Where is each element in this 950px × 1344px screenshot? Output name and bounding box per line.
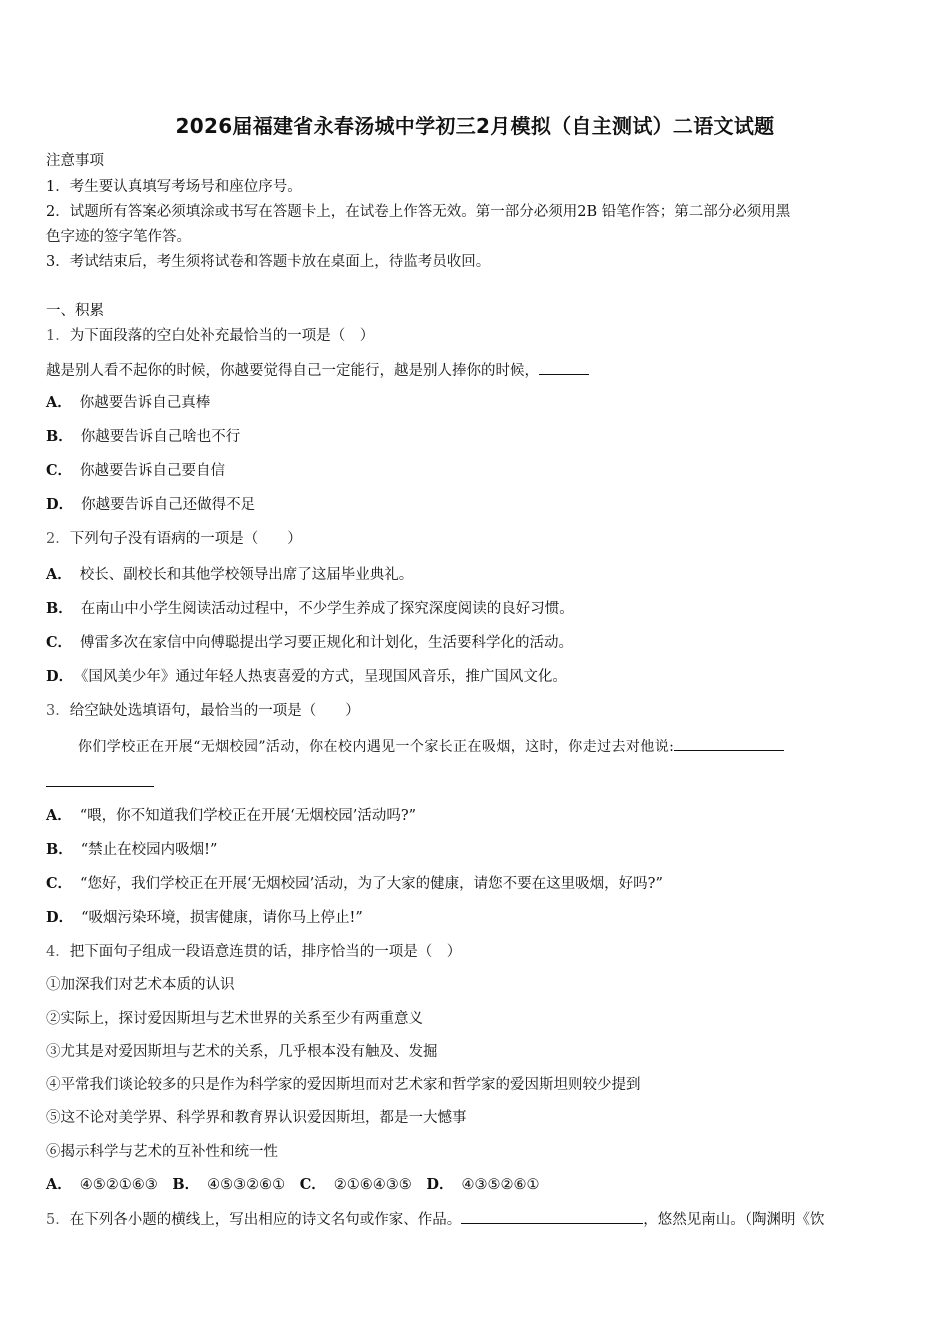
option-text: 你越要告诉自己要自信	[80, 463, 226, 479]
option-c	[46, 633, 573, 653]
option-text: ④③⑤②⑥①	[461, 1177, 540, 1193]
sentence-item: ⑤这不论对美学界、科学界和教育界认识爱因斯坦，都是一大憾事	[46, 1110, 467, 1126]
answer-blank	[674, 736, 784, 751]
sentence-item: ④平常我们谈论较多的只是作为科学家的爱因斯坦而对艺术家和哲学家的爱因斯坦则较少提到	[46, 1077, 641, 1093]
question-number: 2．	[46, 531, 70, 547]
option-letter: C．	[46, 634, 73, 651]
option-b	[46, 840, 217, 860]
option-text: “您好，我们学校正在开展‘无烟校园’活动，为了大家的健康，请您不要在这里吸烟，好吗?”	[80, 876, 663, 892]
question-number: 4．	[46, 944, 70, 960]
option-text: ④⑤③②⑥①	[207, 1177, 286, 1193]
question-1	[46, 326, 374, 346]
option-letter: C．	[46, 462, 73, 479]
option-text: 《国风美少年》通过年轻人热衷喜爱的方式，呈现国风音乐，推广国风文化。	[81, 669, 567, 685]
question-stem: 为下面段落的空白处补充最恰当的一项是（ ）	[69, 328, 375, 344]
option-letter: A．	[46, 566, 72, 583]
section-heading: 一、积累	[46, 303, 104, 319]
option-letter: B．	[46, 600, 73, 617]
answer-blank	[539, 360, 589, 375]
option-letter: A．	[46, 394, 72, 411]
option-b	[46, 599, 574, 619]
option-text: 傅雷多次在家信中向傅聪提出学习要正规化和计划化，生活要科学化的活动。	[80, 635, 574, 651]
option-d	[46, 667, 567, 687]
page-title: 2026届福建省永春汤城中学初三2月模拟（自主测试）二语文试题	[175, 114, 775, 138]
option-d	[46, 908, 363, 928]
option-a	[46, 806, 416, 826]
passage-text: 你们学校正在开展“无烟校园”活动，你在校内遇见一个家长正在吸烟，这时，你走过去对他说:	[78, 739, 675, 755]
question-number: 1．	[46, 328, 70, 344]
question-4	[46, 942, 461, 962]
question-5	[46, 1209, 824, 1230]
question-5-tail: ，悠然见南山。（陶渊明《饮	[643, 1212, 825, 1228]
passage-text: 越是别人看不起你的时候，你越要觉得自己一定能行，越是别人捧你的时候，	[46, 363, 539, 379]
option-letter: C．	[46, 875, 73, 892]
option-text: 在南山中小学生阅读活动过程中，不少学生养成了探究深度阅读的良好习惯。	[80, 601, 574, 617]
option-letter: B．	[46, 428, 73, 445]
question-stem: 在下列各小题的横线上，写出相应的诗文名句或作家、作品。	[69, 1212, 462, 1228]
notice-item: 色字迹的签字笔作答。	[46, 229, 191, 245]
option-letter: B．	[172, 1176, 200, 1193]
answer-blank	[461, 1209, 643, 1224]
question-stem: 下列句子没有语病的一项是（ ）	[69, 531, 302, 547]
sentence-item: ①加深我们对艺术本质的认识	[46, 977, 235, 993]
sentence-item: ③尤其是对爱因斯坦与艺术的关系，几乎根本没有触及、发掘	[46, 1044, 438, 1060]
option-text: “禁止在校园内吸烟!”	[80, 842, 218, 858]
question-3-passage	[78, 736, 784, 757]
answer-blank-continued	[46, 772, 154, 793]
question-number: 3．	[46, 703, 70, 719]
option-letter: B．	[46, 841, 73, 858]
option-letter: A．	[46, 807, 72, 824]
option-c	[46, 461, 225, 481]
question-3	[46, 701, 360, 721]
options-row	[46, 1175, 539, 1195]
option-letter: D．	[426, 1176, 454, 1193]
question-number: 5．	[46, 1212, 70, 1228]
option-letter: D．	[46, 909, 74, 926]
option-a	[46, 565, 413, 585]
sentence-item: ⑥揭示科学与艺术的互补性和统一性	[46, 1144, 278, 1160]
question-1-passage	[46, 360, 589, 381]
option-text: 你越要告诉自己还做得不足	[81, 497, 256, 513]
option-letter: C．	[299, 1176, 326, 1193]
notice-item: 2．试题所有答案必须填涂或书写在答题卡上，在试卷上作答无效。第一部分必须用2B 铅笔作答；第二部分必须用黑	[46, 204, 791, 220]
sentence-item: ②实际上，探讨爱因斯坦与艺术世界的关系至少有两重意义	[46, 1011, 423, 1027]
notice-item: 3．考试结束后，考生须将试卷和答题卡放在桌面上，待监考员收回。	[46, 254, 491, 270]
option-a	[46, 393, 210, 413]
option-letter: D．	[46, 496, 74, 513]
notice-heading: 注意事项	[46, 153, 104, 169]
option-c	[46, 874, 663, 894]
question-2	[46, 529, 302, 549]
notice-item: 1．考生要认真填写考场号和座位序号。	[46, 179, 302, 195]
answer-blank	[46, 772, 154, 787]
question-stem: 把下面句子组成一段语意连贯的话，排序恰当的一项是（ ）	[69, 944, 462, 960]
option-d	[46, 495, 255, 515]
option-letter: D．	[46, 668, 74, 685]
option-text: “喂，你不知道我们学校正在开展‘无烟校园’活动吗?”	[79, 808, 417, 824]
option-text: “吸烟污染环境，损害健康，请你马上停止!”	[81, 910, 363, 926]
option-text: 你越要告诉自己真棒	[79, 395, 211, 411]
option-text: 校长、副校长和其他学校领导出席了这届毕业典礼。	[79, 567, 414, 583]
question-stem: 给空缺处选填语句，最恰当的一项是（ ）	[69, 703, 360, 719]
option-text: 你越要告诉自己啥也不行	[80, 429, 241, 445]
option-text: ②①⑥④③⑤	[333, 1177, 412, 1193]
option-text: ④⑤②①⑥③	[79, 1177, 158, 1193]
option-b	[46, 427, 240, 447]
option-letter: A．	[46, 1176, 72, 1193]
